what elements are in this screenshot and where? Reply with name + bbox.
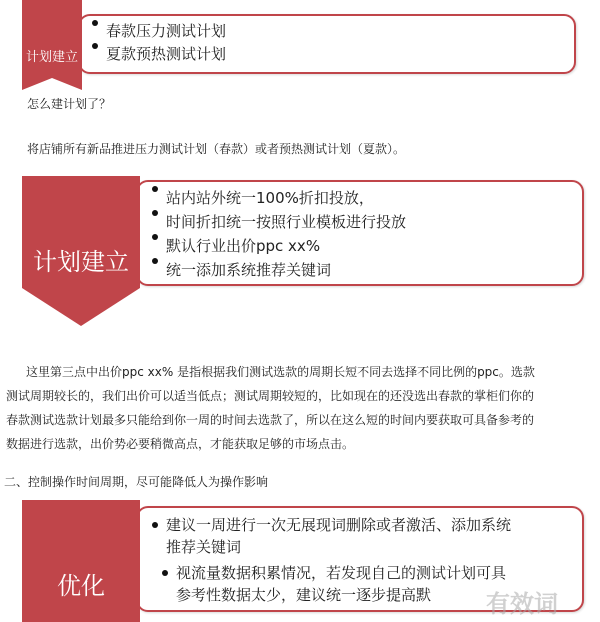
bullet-item — [150, 514, 511, 606]
bullet-item: 夏款预热测试计划 — [90, 43, 226, 66]
banner-label: 计划建立 — [25, 50, 78, 65]
plan-list-box-2 — [136, 180, 584, 286]
bullet-item: 统一添加系统推荐关键词 — [150, 258, 406, 282]
paragraph-line: 春款测试选款计划最多只能给到你一周的时间去选款了，所以在这么短的时间内要获取可具备参考的 — [6, 413, 535, 427]
banner-shape — [22, 500, 140, 622]
subheading: 二、控制操作时间周期，尽可能降低人为操作影响 — [4, 475, 269, 489]
banner-label: 计划建立 — [33, 248, 129, 276]
banner-plan-setup-1 — [22, 0, 82, 90]
bullet-line: 视流量数据积累情况，若发现自己的测试计划可具 — [176, 564, 507, 582]
paragraph-line: 这里第三点中出价ppc xx% 是指根据我们测试选款的周期长短不同去选择不同比例的ppc。选款 — [26, 365, 535, 379]
banner-plan-setup-2 — [22, 176, 140, 326]
bullet-item: 时间折扣统一按照行业模板进行投放 — [150, 210, 406, 234]
body-paragraph — [6, 360, 596, 456]
bullet-item: 站内站外统一100%折扣投放， — [150, 186, 406, 210]
plan-list-box-1 — [78, 14, 576, 74]
banner-shape — [22, 0, 82, 90]
bullet-line: 参考性数据太少，建议统一逐步提高默 — [176, 586, 432, 604]
bullet-item: 默认行业出价ppc xx% — [150, 234, 406, 258]
banner-optimize — [22, 500, 140, 622]
paragraph-line: 数据进行选款，出价势必要稍微高点，才能获取足够的市场点击。 — [6, 437, 355, 451]
bullet-line: 建议一周进行一次无展现词删除或者激活、添加系统 — [166, 516, 512, 534]
paragraph-line: 测试周期较长的，我们出价可以适当低点；测试周期较短的，比如现在的还没选出春款的掌柜们你的 — [6, 389, 535, 403]
watermark: 有效词 — [486, 590, 558, 618]
bullet-line: 推荐关键词 — [166, 538, 242, 556]
bullet-item: 春款压力测试计划 — [90, 20, 226, 43]
answer-text: 将店铺所有新品推进压力测试计划（春款）或者预热测试计划（夏款）。 — [27, 142, 406, 156]
question-text: 怎么建计划了？ — [27, 97, 112, 111]
banner-label: 优化 — [57, 572, 105, 600]
